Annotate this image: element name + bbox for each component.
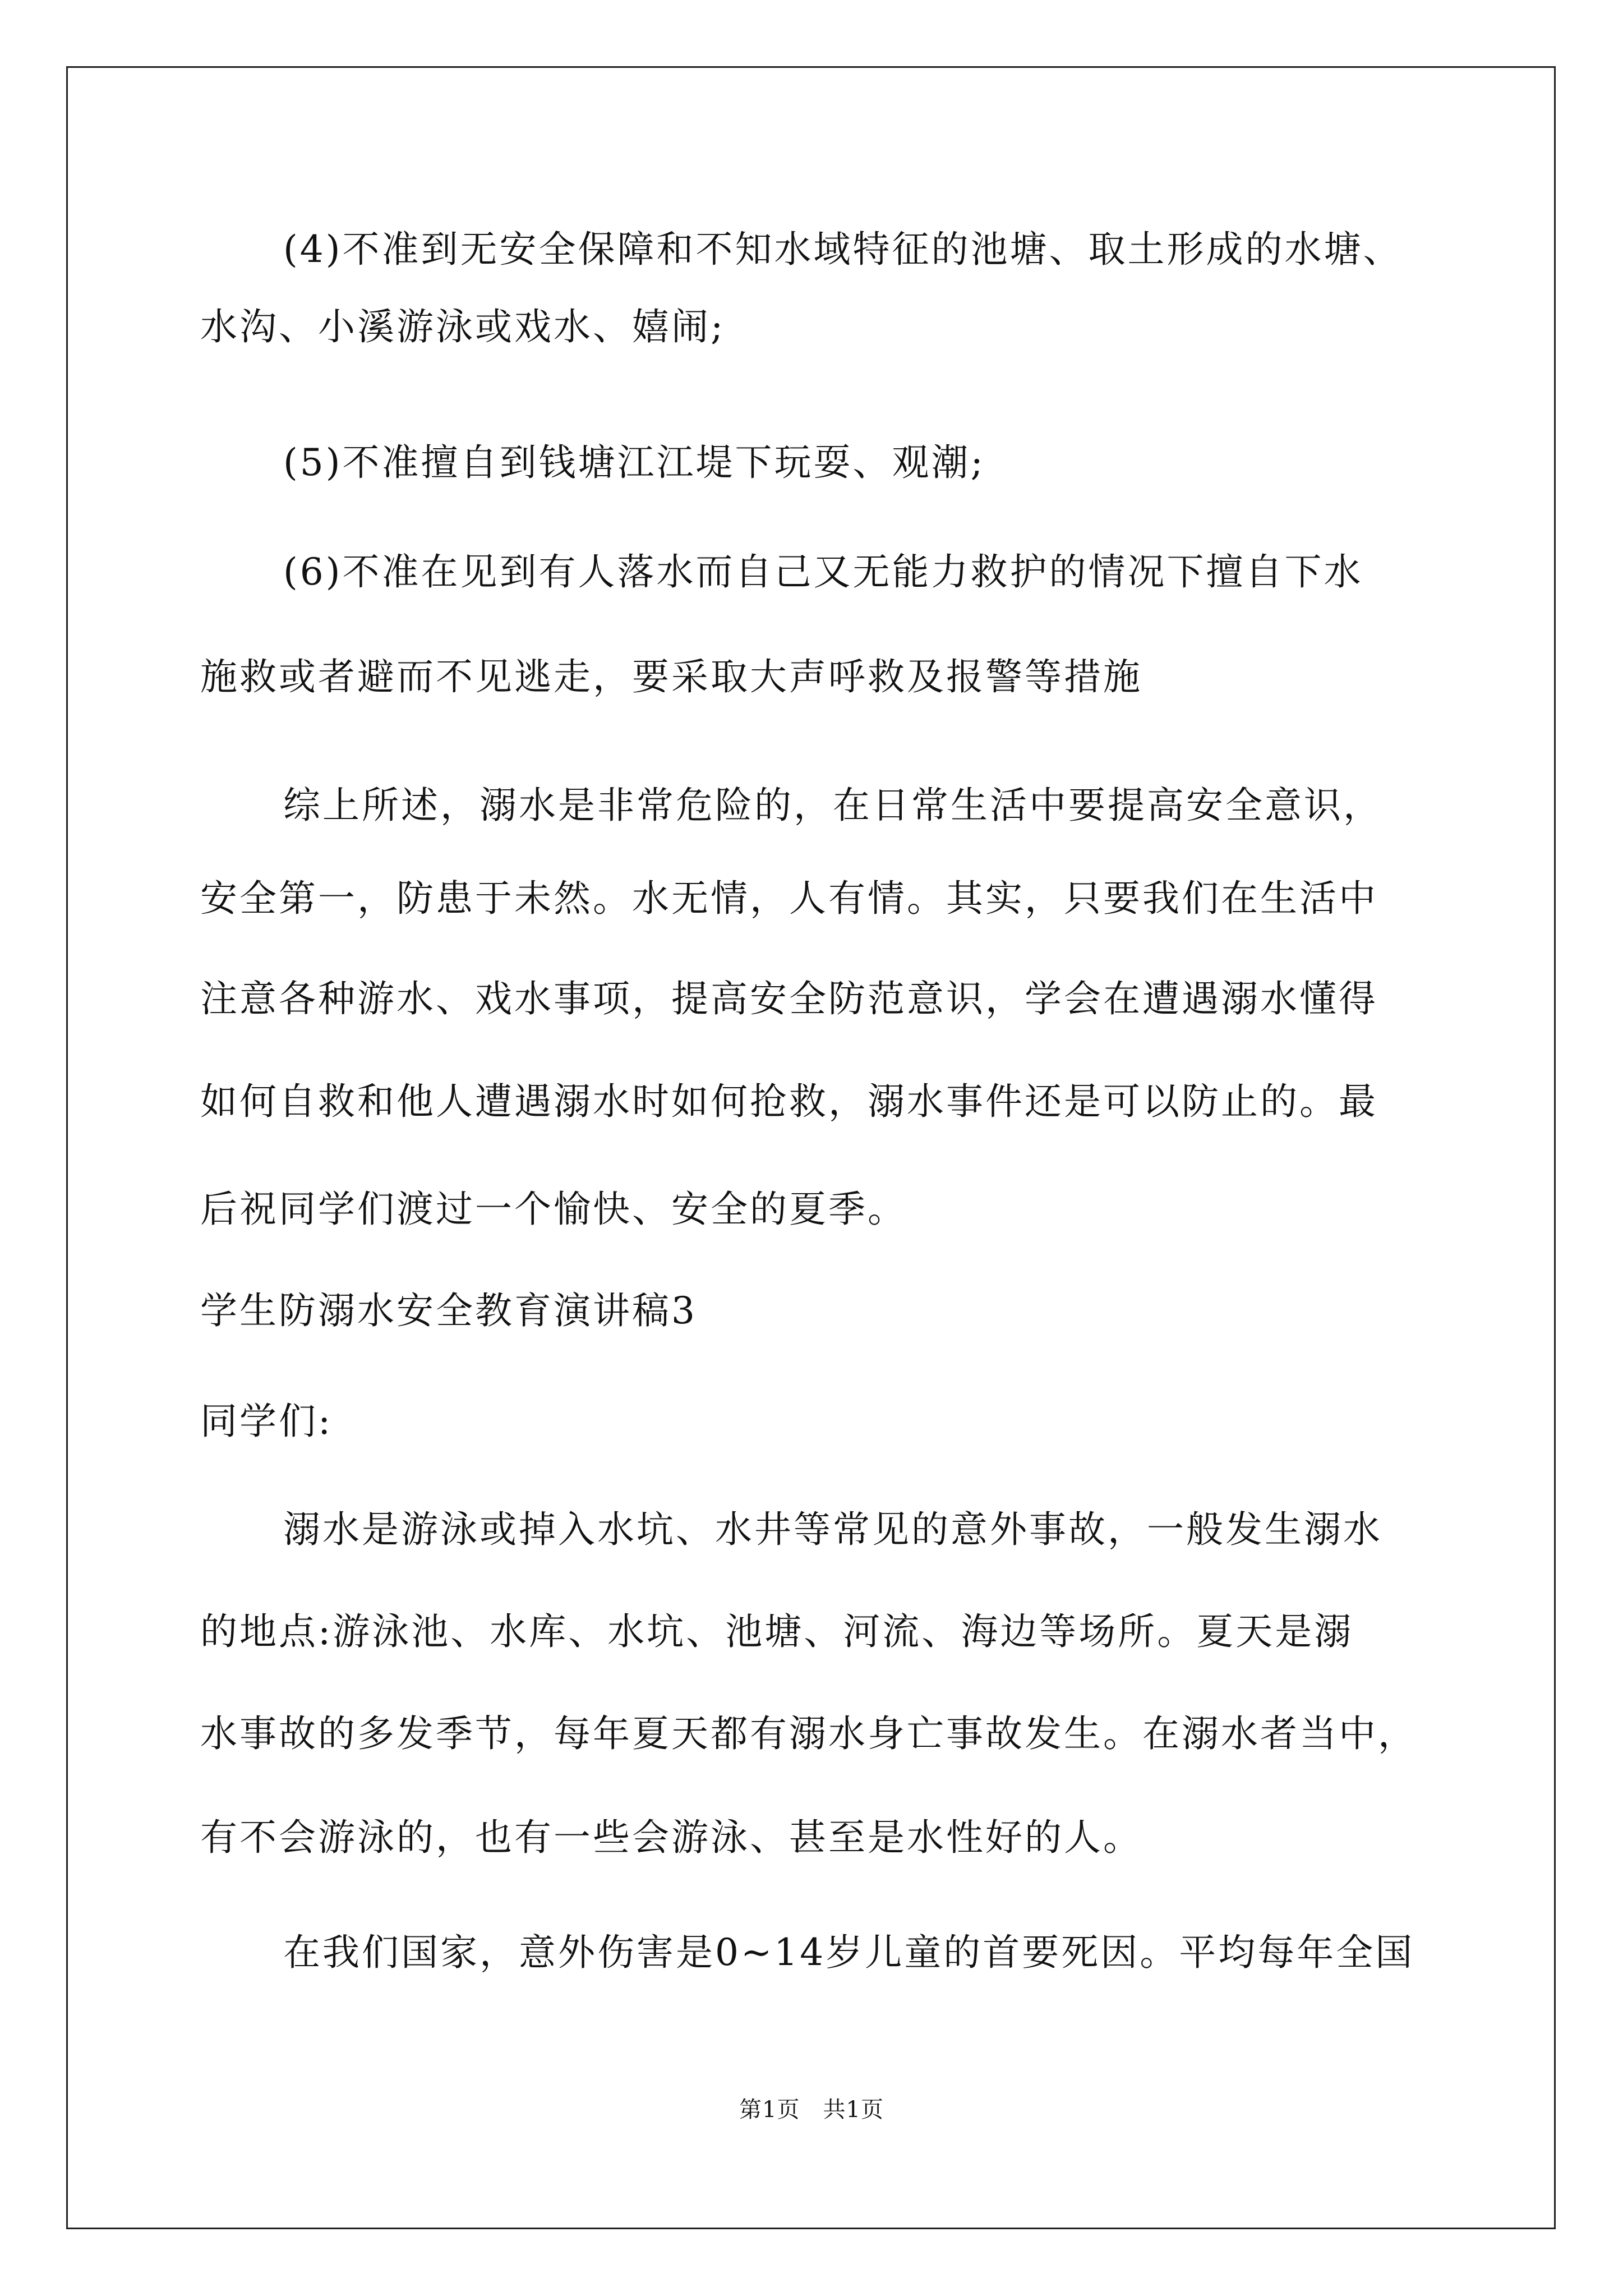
text-line: (4)不准到无安全保障和不知水域特征的池塘、取土形成的水塘、 [283, 228, 1403, 271]
text-line: 溺水是游泳或掉入水坑、水井等常见的意外事故，一般发生溺水 [283, 1508, 1382, 1551]
text-line: 的地点:游泳池、水库、水坑、池塘、河流、海边等场所。夏天是溺 [200, 1610, 1354, 1653]
page-footer: 第1页 共1页 [739, 2097, 884, 2123]
text-line: (6)不准在见到有人落水而自己又无能力救护的情况下擅自下水 [283, 550, 1363, 593]
text-line: 水沟、小溪游泳或戏水、嬉闹; [200, 305, 726, 348]
text-line: (5)不准擅自到钱塘江江堤下玩耍、观潮; [283, 441, 985, 484]
page-border [66, 66, 1556, 2229]
text-line: 有不会游泳的，也有一些会游泳、甚至是水性好的人。 [200, 1816, 1142, 1859]
text-line: 如何自救和他人遭遇溺水时如何抢救，溺水事件还是可以防止的。最 [200, 1080, 1378, 1123]
text-line: 注意各种游水、戏水事项，提高安全防范意识，学会在遭遇溺水懂得 [200, 977, 1378, 1020]
text-line: 后祝同学们渡过一个愉快、安全的夏季。 [200, 1188, 907, 1231]
text-line: 安全第一，防患于未然。水无情，人有情。其实，只要我们在生活中 [200, 877, 1378, 920]
text-line: 施救或者避而不见逃走，要采取大声呼救及报警等措施 [200, 655, 1142, 698]
text-line: 在我们国家，意外伤害是0~14岁儿童的首要死因。平均每年全国 [283, 1931, 1415, 1974]
greeting: 同学们: [200, 1400, 333, 1443]
section-title: 学生防溺水安全教育演讲稿3 [200, 1289, 697, 1332]
text-line: 综上所述，溺水是非常危险的，在日常生活中要提高安全意识， [283, 784, 1382, 827]
text-line: 水事故的多发季节，每年夏天都有溺水身亡事故发生。在溺水者当中， [200, 1712, 1417, 1755]
